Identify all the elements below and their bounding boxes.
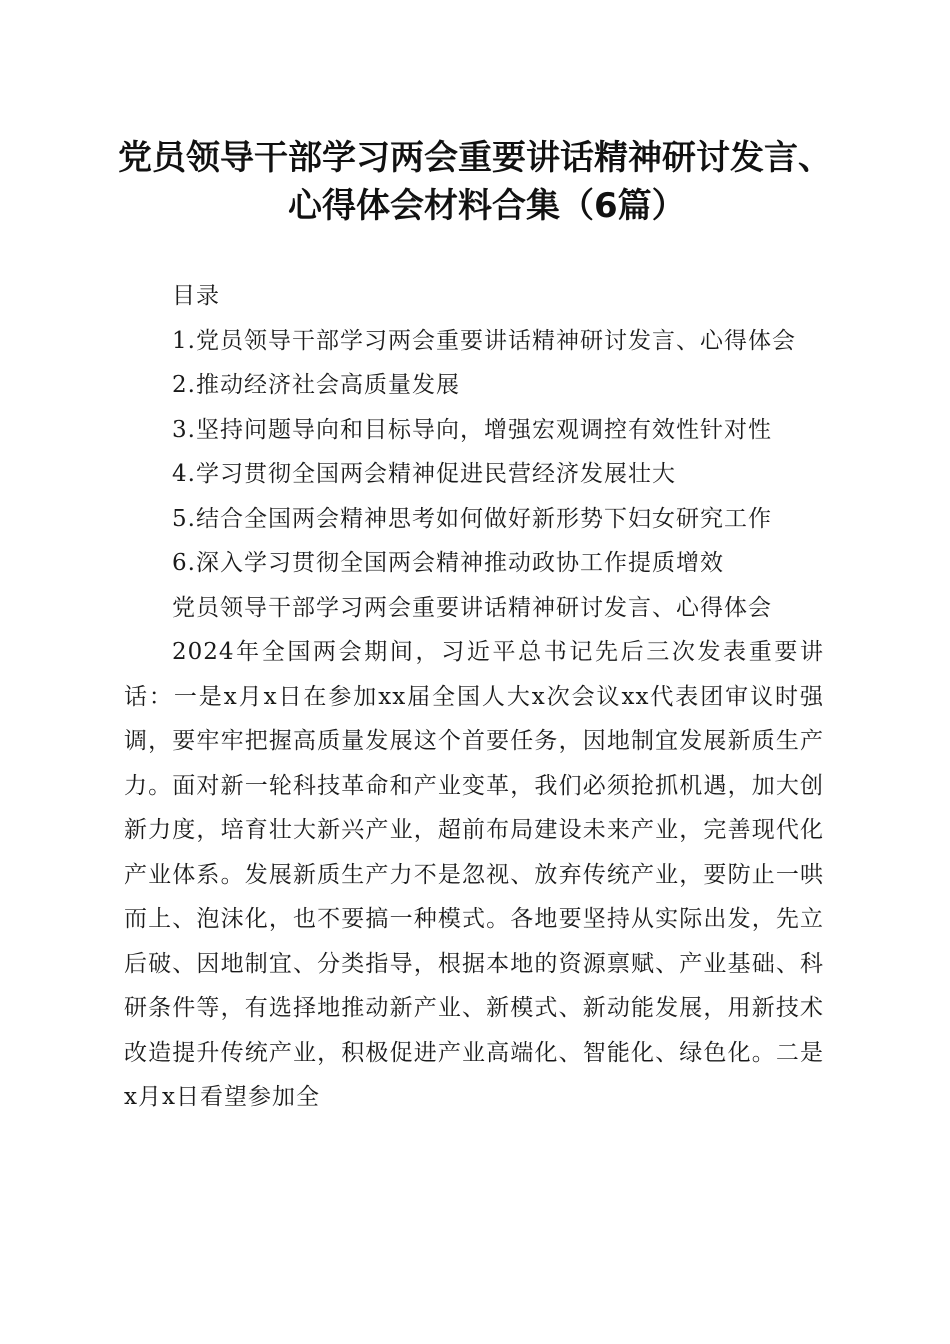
toc-item: 3.坚持问题导向和目标导向，增强宏观调控有效性针对性 bbox=[172, 416, 772, 443]
toc-item: 6.深入学习贯彻全国两会精神推动政协工作提质增效 bbox=[172, 550, 724, 576]
toc-item: 4.学习贯彻全国两会精神促进民营经济发展壮大 bbox=[172, 461, 676, 487]
section-heading: 党员领导干部学习两会重要讲话精神研讨发言、心得体会 bbox=[172, 594, 772, 621]
title-line-2: 心得体会材料合集（6篇） bbox=[288, 186, 686, 226]
toc-item: 1.党员领导干部学习两会重要讲话精神研讨发言、心得体会 bbox=[172, 327, 796, 354]
document-body bbox=[124, 274, 824, 1120]
title-line-1: 党员领导干部学习两会重要讲话精神研讨发言、 bbox=[118, 138, 832, 178]
toc-heading: 目录 bbox=[172, 283, 220, 309]
toc-item: 5.结合全国两会精神思考如何做好新形势下妇女研究工作 bbox=[172, 505, 772, 532]
body-paragraph: 2024年全国两会期间，习近平总书记先后三次发表重要讲话：一是x月x日在参加xx届全国人大x次会议xx代表团审议时强调，要牢牢把握高质量发展这个首要任务，因地制宜发展新质生产力。面对新一轮科技革命和产业变革，我们必须抢抓机遇，加大创新力度，培育壮大新兴产业，超前布局建设未来产业，完善现代化产业体系。发展新质生产力不是忽视、放弃传统产业，要防止一哄而上、泡沫化，也不要搞一种模式。各地要坚持从实际出发，先立后破、因地制宜、分类指导，根据本地的资源禀赋、产业基础、科研条件等，有选择地推动新产业、新模式、新动能发展，用新技术改造提升传统产业，积极促进产业高端化、智能化、绿色化。二是x月x日看望参加全 bbox=[124, 639, 824, 1110]
document-title bbox=[118, 134, 898, 230]
toc-item: 2.推动经济社会高质量发展 bbox=[172, 372, 460, 398]
